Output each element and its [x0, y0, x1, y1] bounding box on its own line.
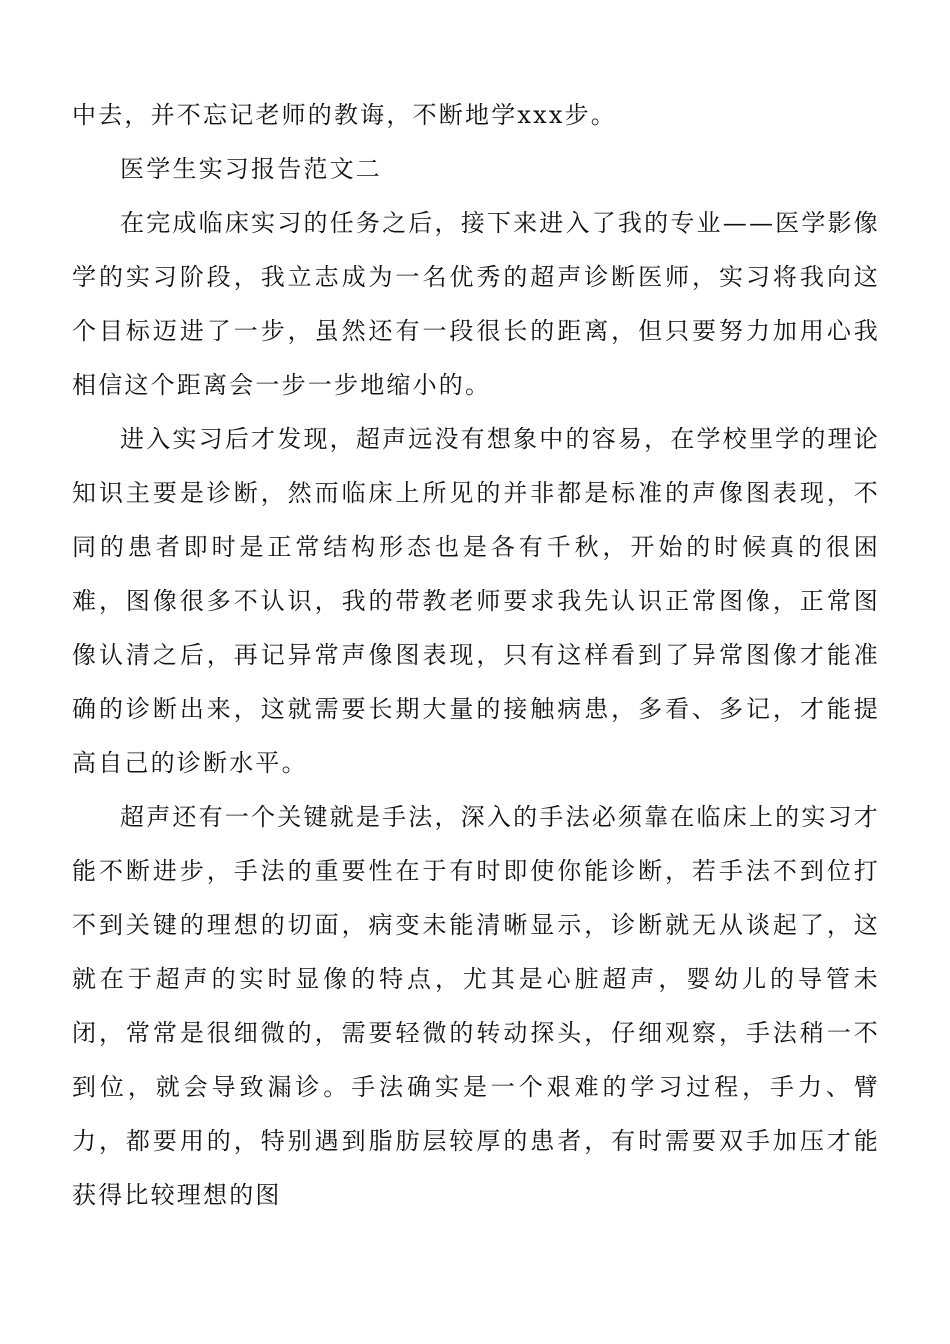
continuation-paragraph: 中去，并不忘记老师的教诲，不断地学xxx步。	[72, 101, 618, 129]
body-paragraph: 超声还有一个关键就是手法，深入的手法必须靠在临床上的实习才能不断进步，手法的重要性在于有时即使你能诊断，若手法不到位打不到关键的理想的切面，病变未能清晰显示，诊断就无从谈起了，这就在于超声的实时显像的特点，尤其是心脏超声，婴幼儿的导管未闭，常常是很细微的，需要轻微的转动探头，仔细观察，手法稍一不到位，就会导致漏诊。手法确实是一个艰难的学习过程，手力、臂力，都要用的，特别遇到脂肪层较厚的患者，有时需要双手加压才能获得比较理想的图	[72, 803, 880, 1209]
body-paragraph: 在完成临床实习的任务之后，接下来进入了我的专业——医学影像学的实习阶段，我立志成为一名优秀的超声诊断医师，实习将我向这个目标迈进了一步，虽然还有一段很长的距离，但只要努力加用心我相信这个距离会一步一步地缩小的。	[72, 209, 880, 399]
document-page	[72, 88, 880, 1222]
body-paragraph: 进入实习后才发现，超声远没有想象中的容易，在学校里学的理论知识主要是诊断，然而临床上所见的并非都是标准的声像图表现，不同的患者即时是正常结构形态也是各有千秋，开始的时候真的很困难，图像很多不认识，我的带教老师要求我先认识正常图像，正常图像认清之后，再记异常声像图表现，只有这样看到了异常图像才能准确的诊断出来，这就需要长期大量的接触病患，多看、多记，才能提高自己的诊断水平。	[72, 425, 880, 777]
section-heading: 医学生实习报告范文二	[120, 155, 382, 183]
